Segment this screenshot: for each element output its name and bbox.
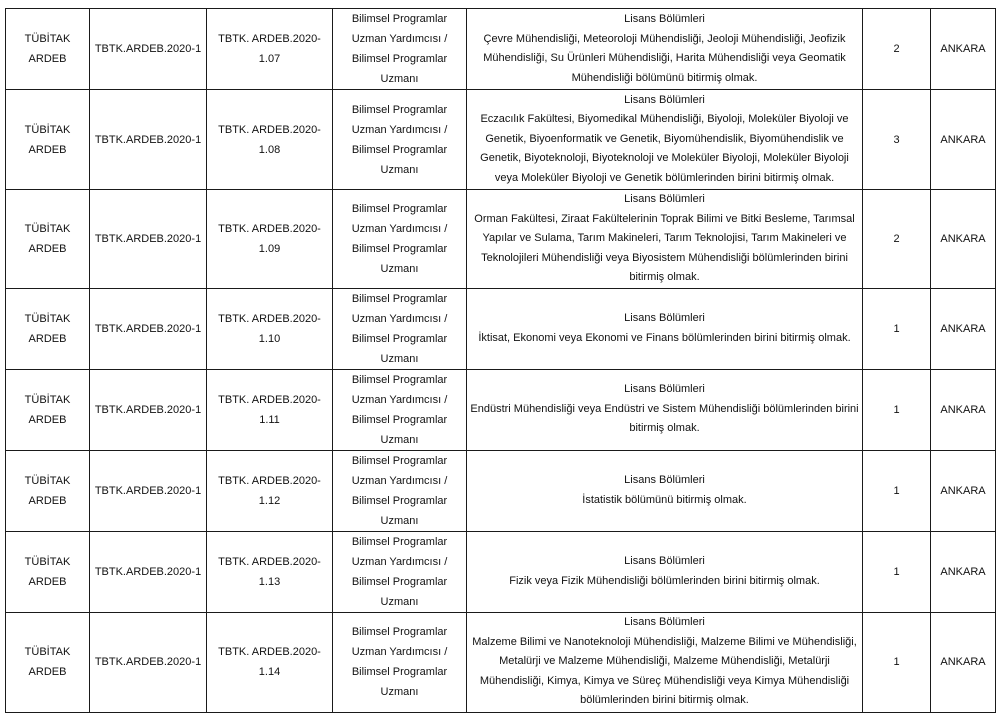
requirement-cell	[467, 450, 863, 531]
count-cell: 1	[863, 369, 931, 450]
announcement-code-cell: TBTK.ARDEB.2020-1	[90, 90, 207, 190]
city-cell: ANKARA	[931, 90, 996, 190]
position-code-cell: TBTK. ARDEB.2020-1.11	[207, 369, 333, 450]
count-cell: 1	[863, 531, 931, 612]
count-cell: 3	[863, 90, 931, 190]
requirement-cell	[467, 612, 863, 712]
institution-cell: TÜBİTAK ARDEB	[6, 612, 90, 712]
positions-table	[5, 8, 996, 713]
requirement-title: Lisans Bölümleri	[624, 93, 705, 106]
requirement-text: Malzeme Bilimi ve Nanoteknoloji Mühendisliği, Malzeme Bilimi ve Mühendisliği, Metalürji ve Malzeme Mühendisliği, Malzeme Mühendisliği, Metalürji Mühendisliği, Kimya, Kimya ve Süreç Mühendisliği veya Kimya Mühendisliği bölümlerinden birini bitirmiş olmak.	[472, 635, 857, 707]
table-row	[6, 531, 996, 612]
institution-cell: TÜBİTAK ARDEB	[6, 369, 90, 450]
announcement-code-cell: TBTK.ARDEB.2020-1	[90, 190, 207, 289]
city-cell: ANKARA	[931, 450, 996, 531]
city-cell: ANKARA	[931, 612, 996, 712]
position-title-cell: Bilimsel Programlar Uzman Yardımcısı / Bilimsel Programlar Uzmanı	[333, 190, 467, 289]
position-title-cell: Bilimsel Programlar Uzman Yardımcısı / Bilimsel Programlar Uzmanı	[333, 90, 467, 190]
position-code-cell: TBTK. ARDEB.2020-1.09	[207, 190, 333, 289]
count-cell: 1	[863, 288, 931, 369]
requirement-text: İstatistik bölümünü bitirmiş olmak.	[582, 493, 747, 506]
position-title-cell: Bilimsel Programlar Uzman Yardımcısı / Bilimsel Programlar Uzmanı	[333, 450, 467, 531]
requirement-title: Lisans Bölümleri	[624, 193, 705, 205]
table-row	[6, 612, 996, 712]
table-row	[6, 90, 996, 190]
count-cell: 1	[863, 450, 931, 531]
table-row	[6, 369, 996, 450]
table-row	[6, 9, 996, 90]
announcement-code-cell: TBTK.ARDEB.2020-1	[90, 369, 207, 450]
requirement-text: Orman Fakültesi, Ziraat Fakültelerinin Toprak Bilimi ve Bitki Besleme, Tarımsal Yapılar ve Sulama, Tarım Makineleri, Tarım Teknolojisi, Tarım Makineleri ve Teknolojileri Mühendisliği veya Biyosistem Mühendisliği bölümlerinden birini bitirmiş olmak.	[474, 212, 855, 283]
requirement-title: Lisans Bölümleri	[624, 474, 705, 486]
position-title-cell: Bilimsel Programlar Uzman Yardımcısı / Bilimsel Programlar Uzmanı	[333, 369, 467, 450]
requirement-cell	[467, 190, 863, 289]
institution-cell: TÜBİTAK ARDEB	[6, 450, 90, 531]
city-cell: ANKARA	[931, 369, 996, 450]
position-code-cell: TBTK. ARDEB.2020-1.12	[207, 450, 333, 531]
requirement-text: Çevre Mühendisliği, Meteoroloji Mühendisliği, Jeoloji Mühendisliği, Jeofizik Mühendisliği, Su Ürünleri Mühendisliği, Harita Mühendisliği veya Geomatik Mühendisliği bölümünü bitirmiş olmak.	[483, 32, 846, 84]
requirement-cell	[467, 369, 863, 450]
city-cell: ANKARA	[931, 288, 996, 369]
requirement-title: Lisans Bölümleri	[624, 383, 705, 396]
position-code-cell: TBTK. ARDEB.2020-1.13	[207, 531, 333, 612]
city-cell: ANKARA	[931, 190, 996, 289]
institution-cell: TÜBİTAK ARDEB	[6, 288, 90, 369]
position-code-cell: TBTK. ARDEB.2020-1.14	[207, 612, 333, 712]
table-row	[6, 450, 996, 531]
requirement-title: Lisans Bölümleri	[624, 616, 705, 629]
position-title-cell: Bilimsel Programlar Uzman Yardımcısı / Bilimsel Programlar Uzmanı	[333, 288, 467, 369]
position-code-cell: TBTK. ARDEB.2020-1.07	[207, 9, 333, 90]
institution-cell: TÜBİTAK ARDEB	[6, 9, 90, 90]
position-title-cell: Bilimsel Programlar Uzman Yardımcısı / Bilimsel Programlar Uzmanı	[333, 612, 467, 712]
requirement-title: Lisans Bölümleri	[624, 555, 705, 567]
city-cell: ANKARA	[931, 531, 996, 612]
requirement-title: Lisans Bölümleri	[624, 13, 705, 25]
requirement-cell	[467, 90, 863, 190]
requirement-cell	[467, 9, 863, 90]
requirement-text: Fizik veya Fizik Mühendisliği bölümlerinden birini bitirmiş olmak.	[509, 574, 820, 587]
position-code-cell: TBTK. ARDEB.2020-1.08	[207, 90, 333, 190]
requirement-text: Eczacılık Fakültesi, Biyomedikal Mühendisliği, Biyoloji, Moleküler Biyoloji ve Genetik, Biyoenformatik ve Genetik, Biyomühendislik, Biyomühendislik ve Genetik, Biyoteknoloji, Biyoteknoloji ve Moleküler Biyoloji, Moleküler Biyoloji veya Moleküler Biyoloji ve Genetik bölümlerinden birini bitirmiş olmak.	[480, 113, 849, 184]
position-title-cell: Bilimsel Programlar Uzman Yardımcısı / Bilimsel Programlar Uzmanı	[333, 9, 467, 90]
institution-cell: TÜBİTAK ARDEB	[6, 90, 90, 190]
table-row	[6, 190, 996, 289]
requirement-text: Endüstri Mühendisliği veya Endüstri ve Sistem Mühendisliği bölümlerinden birini bitirmiş olmak.	[470, 402, 859, 435]
count-cell: 2	[863, 9, 931, 90]
requirement-cell	[467, 288, 863, 369]
announcement-code-cell: TBTK.ARDEB.2020-1	[90, 450, 207, 531]
announcement-code-cell: TBTK.ARDEB.2020-1	[90, 531, 207, 612]
requirement-text: İktisat, Ekonomi veya Ekonomi ve Finans bölümlerinden birini bitirmiş olmak.	[478, 331, 851, 344]
announcement-code-cell: TBTK.ARDEB.2020-1	[90, 612, 207, 712]
announcement-code-cell: TBTK.ARDEB.2020-1	[90, 288, 207, 369]
position-title-cell: Bilimsel Programlar Uzman Yardımcısı / Bilimsel Programlar Uzmanı	[333, 531, 467, 612]
institution-cell: TÜBİTAK ARDEB	[6, 190, 90, 289]
count-cell: 1	[863, 612, 931, 712]
count-cell: 2	[863, 190, 931, 289]
announcement-code-cell: TBTK.ARDEB.2020-1	[90, 9, 207, 90]
table-row	[6, 288, 996, 369]
position-code-cell: TBTK. ARDEB.2020-1.10	[207, 288, 333, 369]
city-cell: ANKARA	[931, 9, 996, 90]
requirement-cell	[467, 531, 863, 612]
requirement-title: Lisans Bölümleri	[624, 312, 705, 324]
institution-cell: TÜBİTAK ARDEB	[6, 531, 90, 612]
